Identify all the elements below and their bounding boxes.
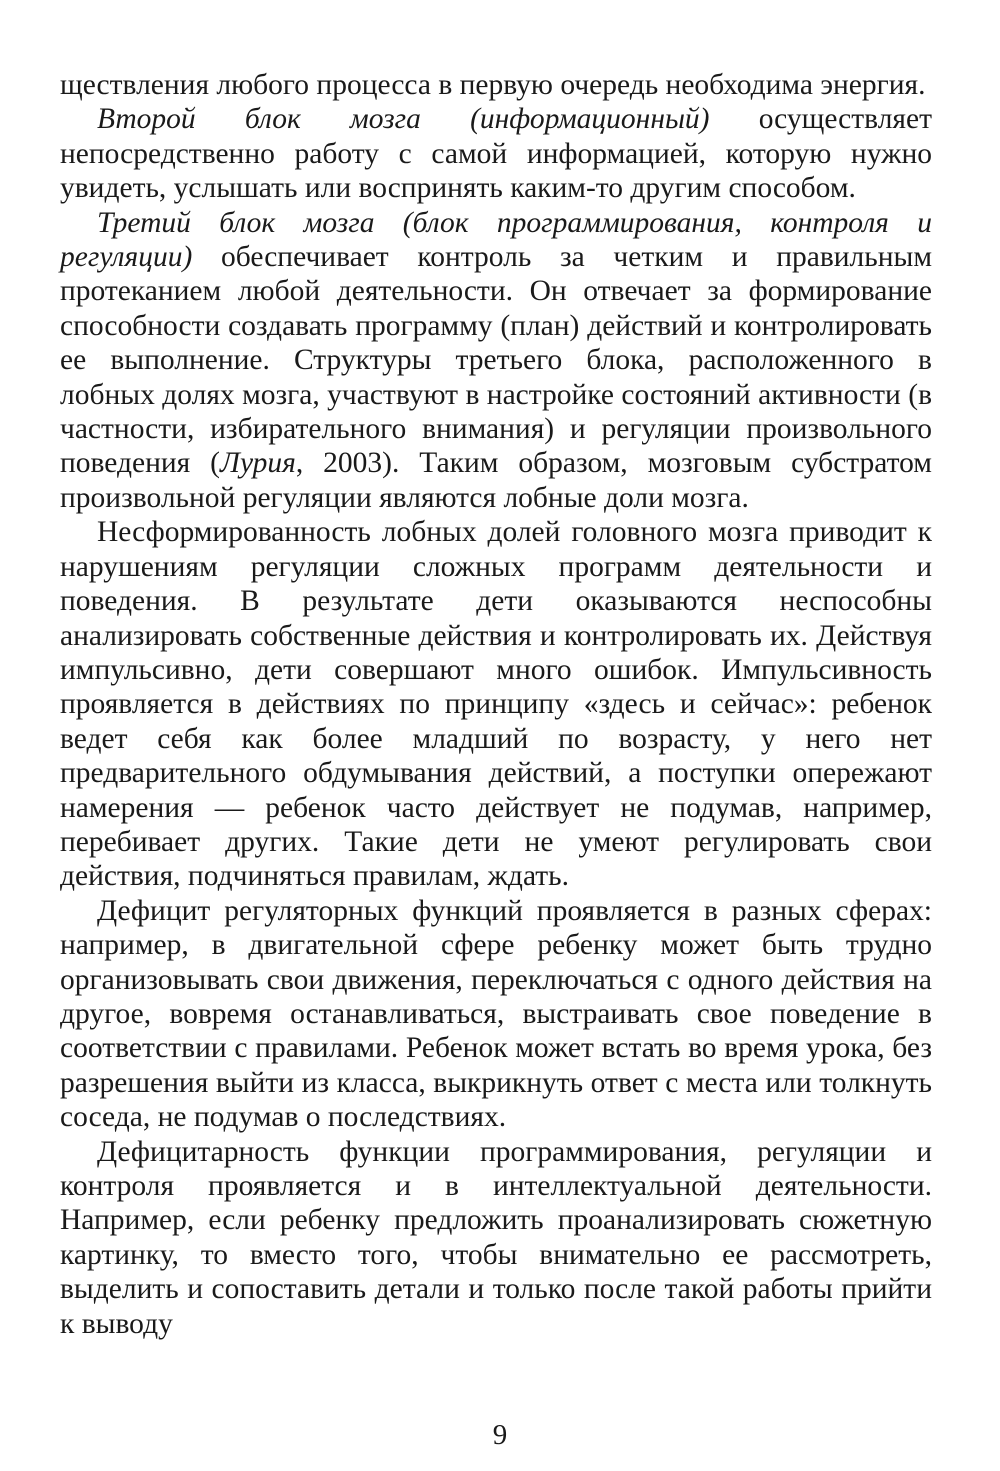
page-number: 9	[492, 1419, 508, 1451]
body-text	[60, 68, 932, 1341]
text-run: Дефицит регуляторных функций проявляется в разных сферах: например, в двигательной сфере ребенку может быть трудно организовывать свои движения, переключаться с одного действия на другое, вовремя останавливаться, выстраивать свое поведение в соответствии с правилами. Ребенок может встать во время урока, без разрешения выйти из класса, выкрикнуть ответ с места или толкнуть соседа, не подумав о последствиях.	[60, 894, 932, 1134]
text-run: , 2003). Таким образом, мозговым субстратом произвольной регуляции являются лобные доли мозга.	[60, 447, 932, 514]
text-run: ществления любого процесса в первую очередь необходима энергия.	[60, 69, 926, 101]
text-run: Дефицитарность функции программирования, регуляции и контроля проявляется и в интеллектуальной деятельности. Например, если ребенку предложить проанализировать сюжетную картинку, то вместо того, чтобы внимательно ее рассмотреть, выделить и сопоставить детали и только после такой работы прийти к выводу	[60, 1135, 932, 1340]
text-run: Несформированность лобных долей головного мозга приводит к нарушениям регуляции сложных программ деятельности и поведения. В результате дети оказываются неспособны анализировать собственные действия и контролировать их. Действуя импульсивно, дети совершают много ошибок. Импульсивность проявляется в действиях по принципу «здесь и сейчас»: ребенок ведет себя как более младший по возрасту, у него нет предварительного обдумывания действий, а поступки опережают намерения — ребенок часто действует не подумав, например, перебивает других. Такие дети не умеют регулировать свои действия, подчиняться правилам, ждать.	[60, 516, 932, 893]
italic-term: Третий блок мозга (блок программирования, контроля и регуляции)	[60, 206, 932, 274]
paragraph	[60, 206, 932, 516]
italic-term: Второй блок мозга (информационный)	[97, 103, 710, 136]
text-run: осуществляет непосредственно работу с самой информацией, которую нужно увидеть, услышать или воспринять каким-то другим способом.	[60, 103, 932, 205]
paragraph	[60, 894, 932, 1135]
paragraph	[60, 68, 932, 102]
text-run: обеспечивает контроль за четким и правильным протеканием любой деятельности. Он отвечает за формирование способности создавать программу (план) действий и контролировать ее выполнение. Структуры третьего блока, расположенного в лобных долях мозга, участвуют в настройке состояний активности (в частности, избирательного внимания) и регуляции произвольного поведения (	[60, 241, 932, 480]
italic-term: Лурия	[219, 447, 296, 480]
paragraph	[60, 1135, 932, 1341]
paragraph	[60, 102, 932, 205]
paragraph	[60, 515, 932, 893]
